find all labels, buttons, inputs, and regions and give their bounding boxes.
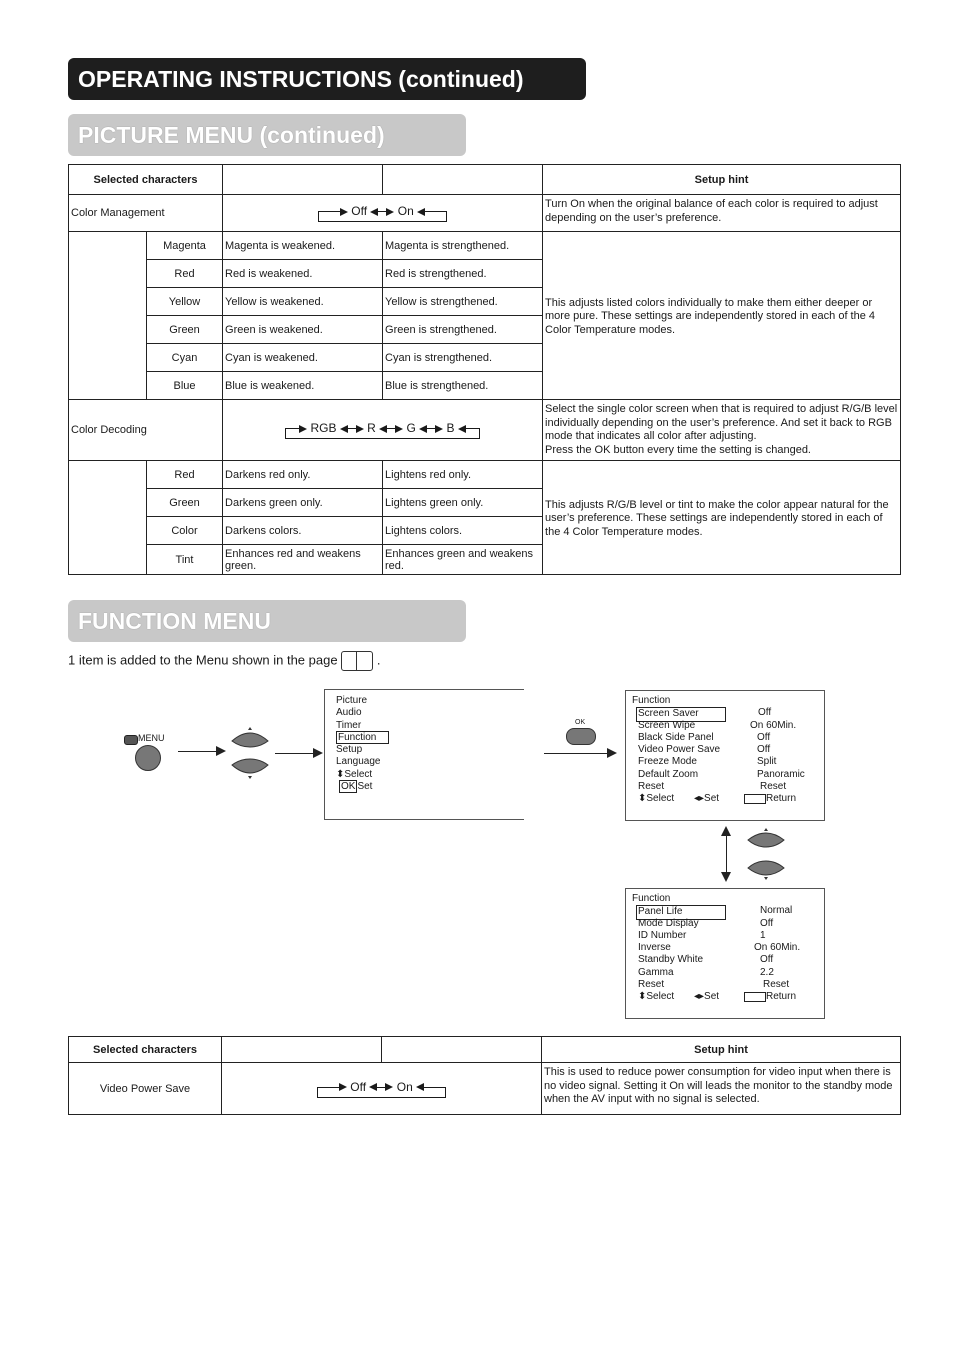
color-decoding-hint: Select the single color screen when that is required to adjust R/G/B level individually depending on the user’s preference. And set it back to RGB mode that indicates all color after adjusting. Press the OK button every time the setting is changed. [543,400,901,461]
color-plus-effect: Yellow is strengthened. [383,288,543,316]
decoding-plus-effect: Lightens colors. [383,517,543,545]
color-name: Blue [147,372,223,400]
video-power-save-cycle [222,1063,542,1115]
function-row-screen-saver[interactable]: Screen Saver Off [632,707,824,719]
rocker-buttons-icon [230,725,270,781]
color-minus-effect: Red is weakened. [223,260,383,288]
row-decoding-red [69,461,901,489]
function-osd-footer: ⬍Select ◂▸Set Return [638,793,797,805]
option-off: Off [350,1079,367,1094]
decoding-plus-effect: Lightens red only. [383,461,543,489]
page-switch-arrow-down [721,872,731,882]
row-color-management [69,195,901,232]
page-switch-arrow [726,830,727,878]
video-power-save-hint: This is used to reduce power consumption for video input when there is no video signal. Setting it On will leads the monitor to the standby mode when the AV input with no signal is selected. [542,1063,901,1115]
header-selected-characters: Selected characters [69,165,223,195]
color-management-hint: Turn On when the original balance of each color is required to adjust depending on the user’s preference. [543,195,901,232]
menu-round-button [135,745,161,771]
color-plus-effect: Cyan is strengthened. [383,344,543,372]
page-reference-icon [341,651,373,671]
function-osd-page2 [625,888,825,1019]
ok-button[interactable] [565,719,595,745]
color-minus-effect: Cyan is weakened. [223,344,383,372]
rgb-cycle-diagram [285,421,480,439]
option-r: R [367,421,376,435]
flow-arrow [544,753,609,754]
function-row-screen-wipe[interactable]: Screen Wipe On 60Min. [638,719,797,731]
function-menu-table [68,1036,901,1115]
section-banner-function-menu: FUNCTION MENU [68,600,466,642]
table-header-row [69,165,901,195]
function-row-panel-life[interactable]: Panel Life Normal [632,905,824,917]
section-banner-picture-menu: PICTURE MENU (continued) [68,114,466,156]
updown-arrows-icon: ⬍ [638,991,647,1003]
decoding-minus-effect: Darkens colors. [223,517,383,545]
leftright-arrows-icon: ◂▸ [694,793,705,805]
off-on-cycle-diagram [317,1080,446,1098]
header-plus [383,165,543,195]
header-selected-characters: Selected characters [69,1037,222,1063]
row-color-decoding [69,400,901,461]
updown-arrows-icon: ⬍ [638,793,647,805]
decoding-minus-effect: Darkens red only. [223,461,383,489]
color-name: Magenta [147,232,223,260]
color-decoding-label: Color Decoding [69,400,223,461]
menu-button-label: MENU [138,733,165,743]
option-on: On [397,204,414,218]
function-row-standby-white[interactable]: Standby White Off [638,954,774,966]
page-switch-arrow-up [721,826,731,836]
header-minus [222,1037,382,1063]
updown-arrows-icon: ⬍ [336,768,345,780]
color-decoding-indent [69,461,147,575]
decoding-name: Red [147,461,223,489]
function-row-freeze-mode[interactable]: Freeze Mode Split [638,756,777,768]
color-name: Cyan [147,344,223,372]
return-key-icon [744,992,766,1002]
function-row-reset[interactable]: Reset Reset [638,781,787,793]
color-name: Green [147,316,223,344]
decoding-plus-effect: Enhances green and weakens red. [383,545,543,575]
decoding-plus-effect: Lightens green only. [383,489,543,517]
flow-arrow [178,751,218,752]
color-rows-hint: This adjusts listed colors individually to make them either deeper or more pure. These settings are independently stored in each of the 4 Color Temperature modes. [543,232,901,400]
video-power-save-label: Video Power Save [69,1063,222,1115]
flow-arrow-head [313,748,323,758]
section-banner-operating: OPERATING INSTRUCTIONS (continued) [68,58,586,100]
decoding-name: Color [147,517,223,545]
decoding-name: Green [147,489,223,517]
color-plus-effect: Blue is strengthened. [383,372,543,400]
decoding-minus-effect: Darkens green only. [223,489,383,517]
ok-button-label: OK [575,719,586,726]
color-management-indent [69,232,147,400]
ok-oval-button [566,728,596,745]
color-minus-effect: Magenta is weakened. [223,232,383,260]
menu-key-icon [124,735,138,745]
flow-arrow-head [216,746,226,756]
function-row-black-side-panel[interactable]: Black Side Panel Off [638,731,771,743]
option-b: B [446,421,455,435]
menu-select-hint: ⬍Select [336,768,373,780]
off-on-cycle-diagram [318,204,447,222]
color-decoding-cycle [223,400,543,461]
header-setup-hint: Setup hint [542,1037,901,1063]
color-plus-effect: Magenta is strengthened. [383,232,543,260]
menu-item-picture[interactable]: Picture [336,695,368,706]
color-plus-effect: Green is strengthened. [383,316,543,344]
header-setup-hint: Setup hint [543,165,901,195]
menu-set-hint: OK Set [341,781,373,793]
color-minus-effect: Green is weakened. [223,316,383,344]
option-g: G [406,421,416,435]
function-row-reset[interactable]: Reset Reset [638,979,790,991]
menu-item-setup[interactable]: Setup [336,744,363,756]
leftright-arrows-icon: ◂▸ [694,991,705,1003]
color-name: Red [147,260,223,288]
rocker-buttons-icon [746,826,786,882]
function-osd-page1 [625,690,825,821]
return-key-icon [744,794,766,804]
header-minus [223,165,383,195]
ok-key-icon: OK [341,781,356,793]
color-management-label: Color Management [69,195,223,232]
decoding-minus-effect: Enhances red and weakens green. [223,545,383,575]
flow-arrow [275,753,315,754]
table-header-row [69,1037,901,1063]
row-video-power-save [69,1063,901,1115]
picture-menu-table [68,164,901,575]
color-name: Yellow [147,288,223,316]
up-down-rocker-1[interactable] [230,725,270,781]
function-row-id-number[interactable]: ID Number 1 [638,929,766,941]
function-row-gamma[interactable]: Gamma 2.2 [638,966,774,978]
color-minus-effect: Yellow is weakened. [223,288,383,316]
function-osd-title: Function [632,893,671,904]
menu-item-language[interactable]: Language [336,756,381,768]
color-management-cycle [223,195,543,232]
color-minus-effect: Blue is weakened. [223,372,383,400]
function-osd-footer: ⬍Select ◂▸Set Return [638,991,797,1003]
menu-item-audio[interactable]: Audio [336,707,362,719]
option-on: On [396,1079,413,1094]
up-down-rocker-2[interactable] [746,826,786,882]
flow-arrow-head [607,748,617,758]
function-row-inverse[interactable]: Inverse On 60Min. [638,942,801,954]
main-menu-osd [324,689,524,820]
function-row-default-zoom[interactable]: Default Zoom Panoramic [638,768,805,780]
option-rgb: RGB [310,421,337,435]
menu-button[interactable] [122,733,172,773]
option-off: Off [351,204,368,218]
row-magenta [69,232,901,260]
function-osd-title: Function [632,695,671,706]
decoding-name: Tint [147,545,223,575]
menu-item-timer[interactable]: Timer [336,719,362,731]
function-intro-text: 1 item is added to the Menu shown in the page . [68,651,380,671]
header-plus [382,1037,542,1063]
color-plus-effect: Red is strengthened. [383,260,543,288]
menu-item-function[interactable]: Function [336,732,524,744]
function-row-video-power-save[interactable]: Video Power Save Off [638,744,771,756]
decoding-rows-hint: This adjusts R/G/B level or tint to make the color appear natural for the user’s preference. These settings are independently stored in each of the 4 Color Temperature modes. [543,461,901,575]
function-row-mode-display[interactable]: Mode Display Off [638,917,774,929]
